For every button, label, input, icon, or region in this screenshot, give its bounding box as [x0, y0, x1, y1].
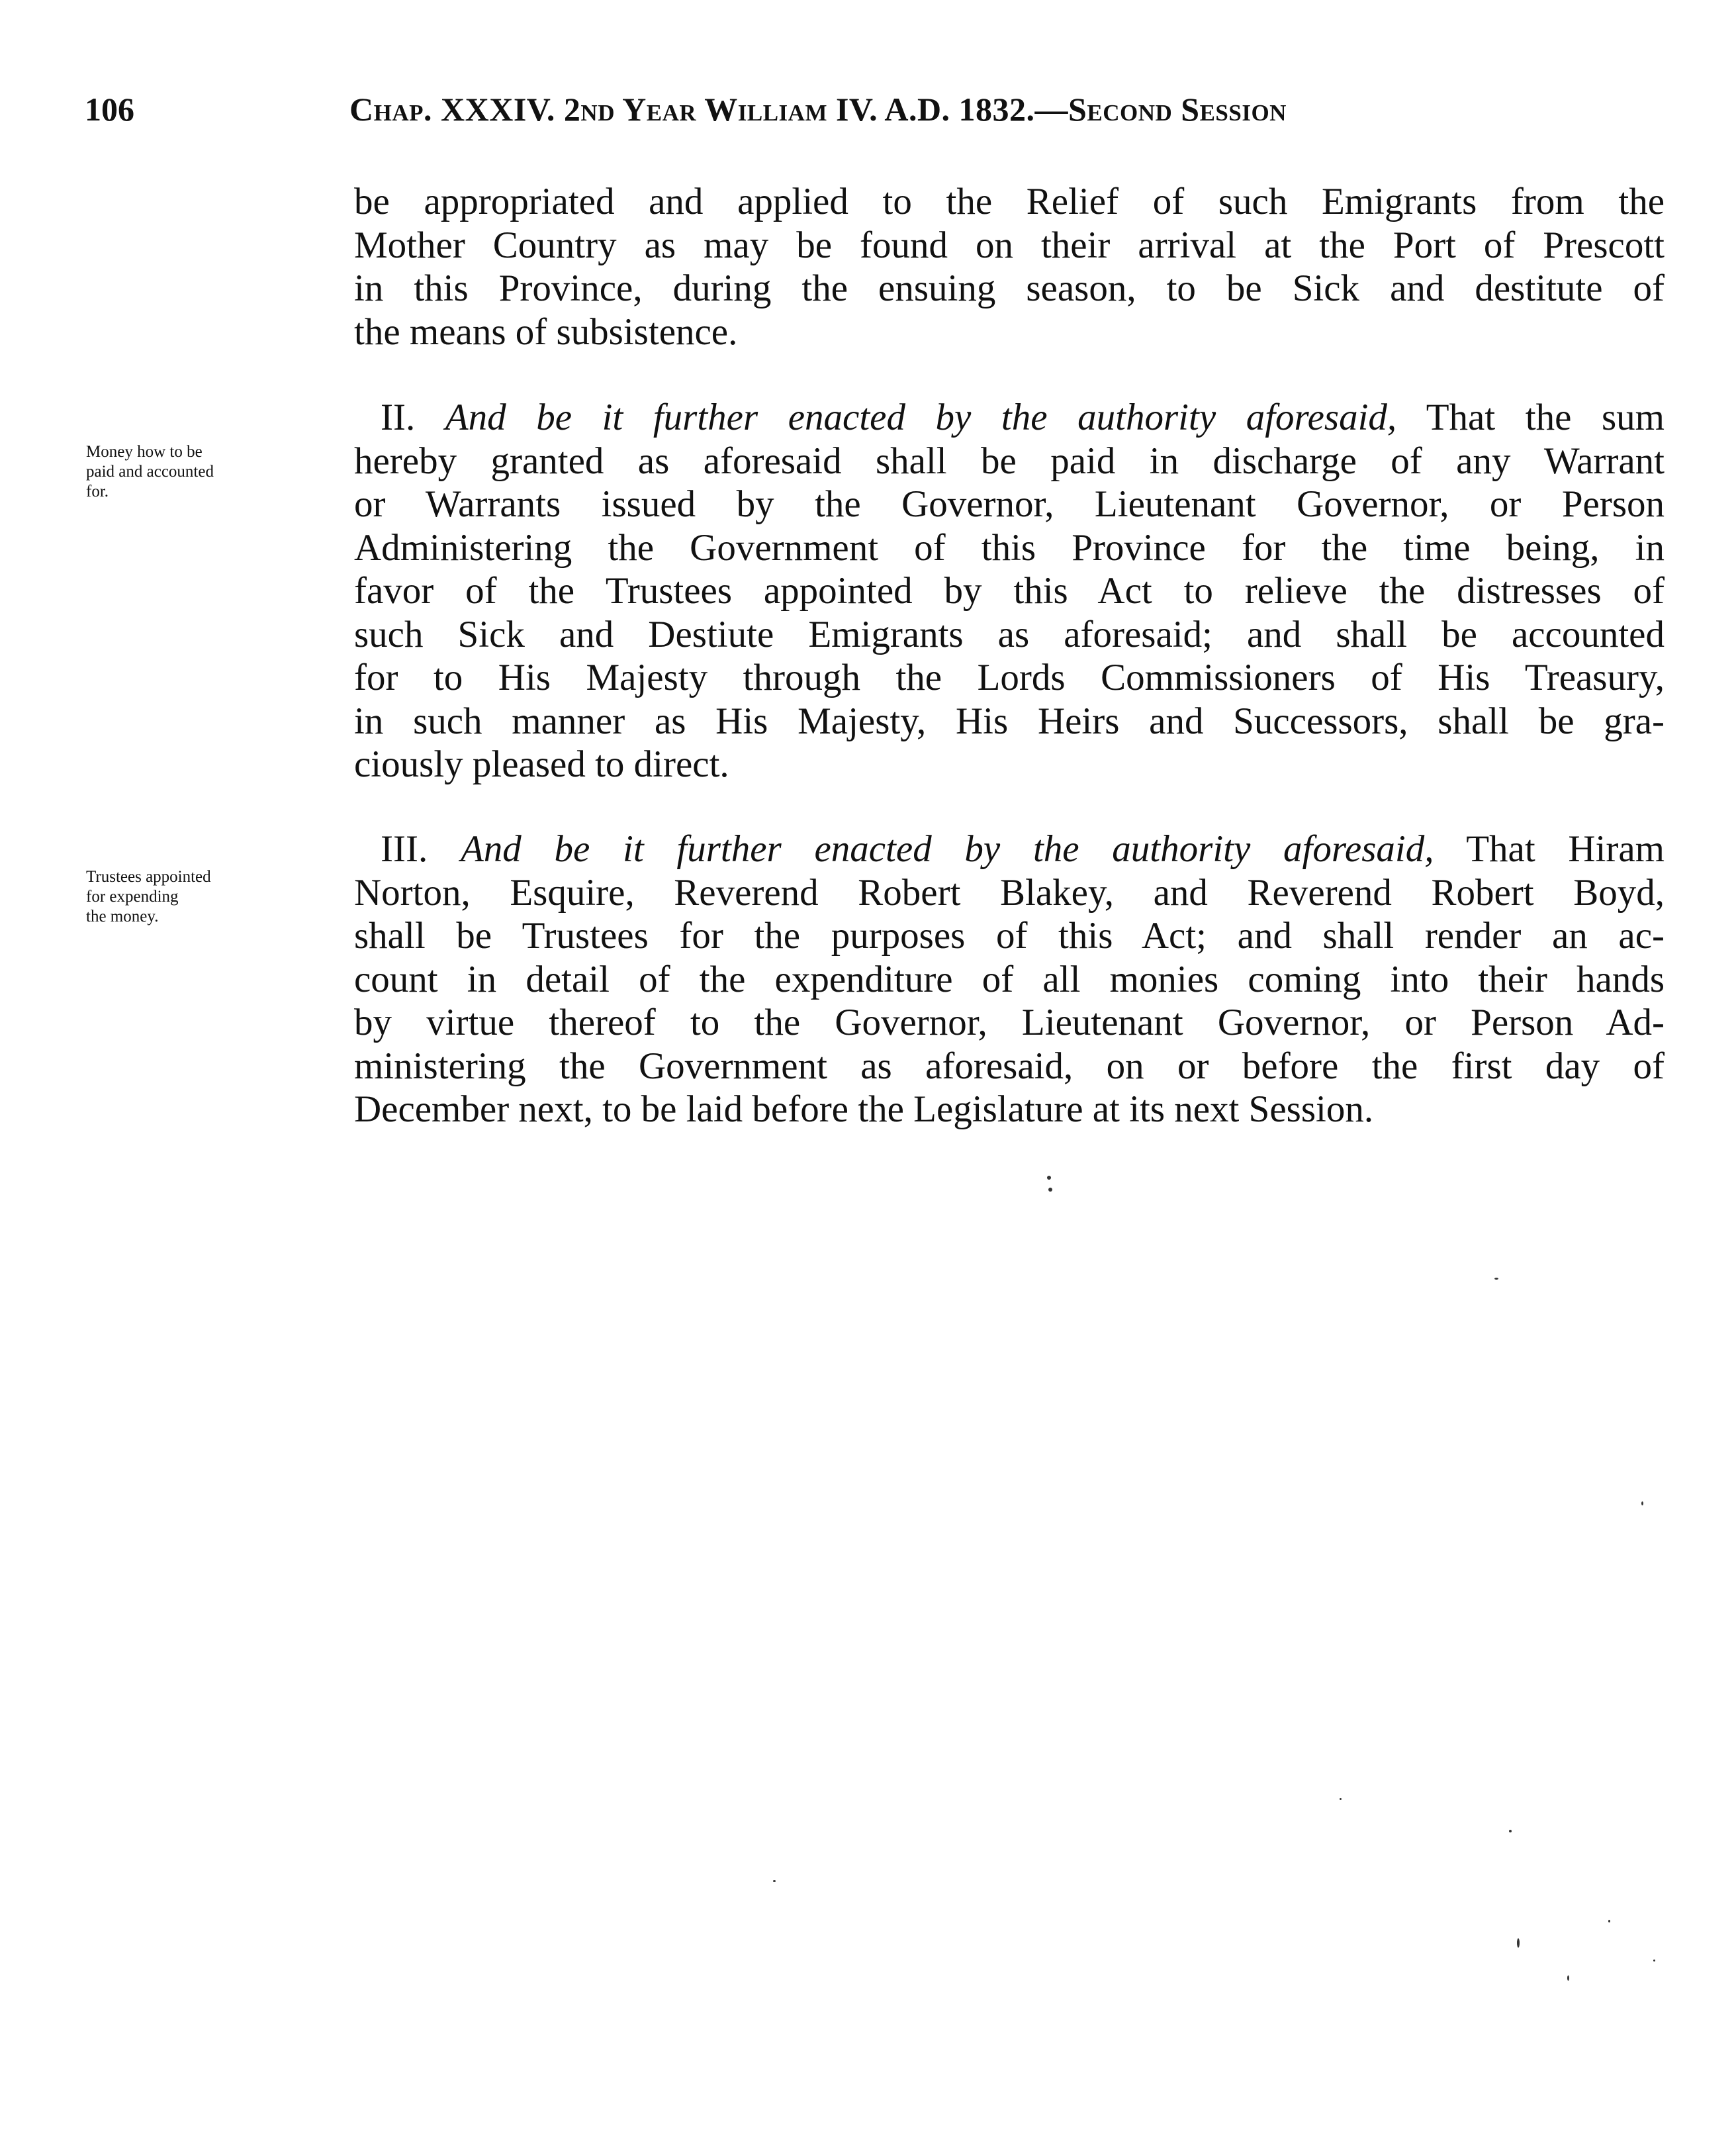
text-line: December next, to be laid before the Legislature at its next Session.: [354, 1088, 1374, 1130]
text-line: shall be Trustees for the purposes of this Act; and shall render an ac-: [354, 915, 1665, 957]
scan-speck: [1509, 1830, 1512, 1832]
text-line: or Warrants issued by the Governor, Lieutenant Governor, or Person: [354, 483, 1665, 525]
margin-note-trustees: [86, 867, 331, 927]
scan-speck: [1641, 1501, 1643, 1505]
text-line: such Sick and Destiute Emigrants as aforesaid; and shall be accounted: [354, 613, 1665, 655]
scan-speck: [1517, 1938, 1520, 1948]
scan-speck: [773, 1880, 776, 1882]
scan-speck: [1567, 1975, 1569, 1981]
text-line: for to His Majesty through the Lords Commissioners of His Treasury,: [354, 657, 1665, 698]
scan-speck: [1048, 1188, 1052, 1192]
text-fragment: That the sum: [1426, 397, 1665, 438]
text-line: by virtue thereof to the Governor, Lieutenant Governor, or Person Ad-: [354, 1002, 1665, 1043]
text-line: be appropriated and applied to the Relief of such Emigrants from the: [354, 181, 1665, 222]
paragraph-continuation: [354, 180, 1665, 354]
margin-note-line: for expending: [86, 888, 179, 906]
text-line: Norton, Esquire, Reverend Robert Blakey, and Reverend Robert Boyd,: [354, 871, 1665, 914]
section-number: III.: [381, 828, 428, 870]
section-2: [354, 396, 1665, 786]
text-line: hereby granted as aforesaid shall be paid in discharge of any Warrant: [354, 440, 1665, 482]
page-number: 106: [85, 91, 134, 128]
margin-note-money: [86, 442, 331, 502]
text-line: Mother Country as may be found on their arrival at the Port of Prescott: [354, 224, 1665, 266]
scan-speck: [1494, 1278, 1498, 1280]
scan-speck: [1608, 1920, 1610, 1922]
enacting-clause: And be it further enacted by the authority aforesaid,: [460, 828, 1434, 870]
margin-note-line: Trustees appointed: [86, 868, 211, 886]
text-line: count in detail of the expenditure of all monies coming into their hands: [354, 958, 1665, 1000]
scan-speck: [1653, 1960, 1655, 1962]
text-line: the means of subsistence.: [354, 310, 738, 353]
text-line: favor of the Trustees appointed by this Act to relieve the distresses of: [354, 570, 1665, 612]
text-line: in such manner as His Majesty, His Heirs and Successors, shall be gra-: [354, 700, 1665, 742]
text-line: ministering the Government as aforesaid, on or before the first day of: [354, 1045, 1665, 1087]
scan-speck: [1047, 1176, 1051, 1180]
margin-note-line: paid and accounted: [86, 463, 214, 481]
section-number: II.: [381, 397, 416, 438]
section-3-first-line: [354, 828, 1665, 871]
margin-note-line: for.: [86, 483, 109, 500]
section-2-first-line: [354, 396, 1665, 440]
text-line: Administering the Government of this Province for the time being, in: [354, 526, 1665, 569]
margin-note-line: Money how to be: [86, 443, 203, 461]
enacting-clause: And be it further enacted by the authority aforesaid,: [445, 397, 1397, 438]
text-fragment: That Hiram: [1466, 828, 1665, 870]
margin-note-line: the money.: [86, 908, 159, 925]
scan-speck: [1340, 1798, 1342, 1800]
running-head: Chap. XXXIV. 2nd Year William IV. A.D. 1832.—Second Session: [349, 91, 1287, 128]
section-3: [354, 828, 1665, 1131]
text-line: ciously pleased to direct.: [354, 743, 729, 785]
text-line: in this Province, during the ensuing season, to be Sick and destitute of: [354, 267, 1665, 309]
